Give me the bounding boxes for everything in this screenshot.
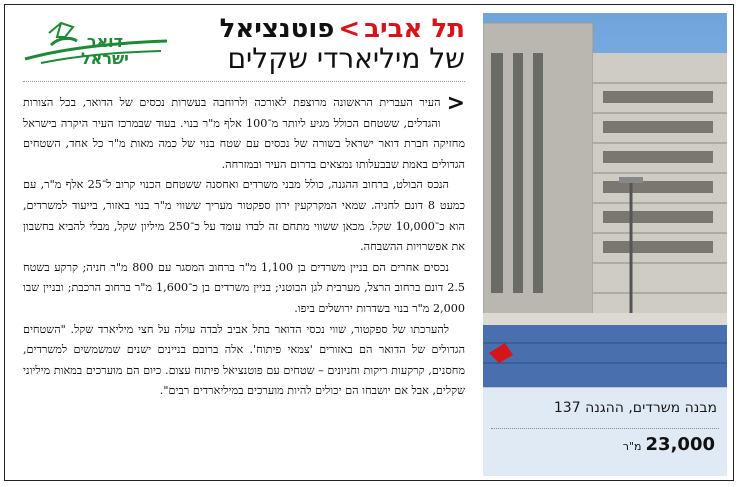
article-body [23,93,465,402]
article-frame [4,4,734,481]
building-photo [483,13,727,387]
caption-divider [491,428,719,430]
area-unit: מ"ר [622,440,642,453]
paragraph-1: < העיר העברית הראשונה מרוצפת לאורכה ולרוחבה בעשרות נכסים של הדואר, בכל הצורות והגדלים, ששטחם הכולל מגיע ליותר מ־100 אלף מ"ר בנוי. בעוד שבמרכז העיר היקרה בישראל מחזיקה חברת דואר ישראל בשורה של נכסים עם שטח בנוי של כמה מאות מ"ר כל אחד, השטחים הגדולים באמת שבבעלותו נמצאים בדרום העיר ובמזרחה. [23,91,465,171]
headline-rest: פוטנציאל [219,14,335,44]
headline-city: תל אביב [364,14,465,44]
headline-line-2: של מיליארדי שקלים [227,41,465,75]
headline [220,15,465,74]
paragraph-2: הנכס הבולט, ברחוב ההגנה, כולל מבני משרדים ואחסנה ששטחם הכנוי קרוב ל־25 אלף מ"ר, עם כמעט 8 דונם לחניה. שמאי המקרקעין ירון ספקטור מעריך ששווי מ"ר בנוי באזור, בייעוד למשרדים, הוא כ־10,000 שקל. מכאן ששווי מתחם זה לבדו עומד על כ־250 מיליון שקל, מבלי להביא בחשבון את אפשרויות ההשבחה. [23,178,466,254]
photo-caption-box [483,387,727,476]
headline-arrow: > [338,14,361,44]
paragraph-3: נכסים אחרים הם בניין משרדים בן 1,100 מ"ר ברחוב המסגר עם 800 מ"ר חניה; קרקע בשטח 2.5 דונם ברחוב הרצל, מערבית לגן הבוטני; בניין משרדים בן כ־1,600 מ"ר ברחוב הרכבת; ובניין שבו 2,000 מ"ר בנוי בשדרות ירושלים ביפו. [23,260,466,315]
area-stat [623,434,715,455]
office-building-image [483,13,727,387]
headline-line-1 [220,15,465,44]
photo-caption: מבנה משרדים, ההגנה 137 [553,400,717,416]
logo-line-1: דואר [86,32,123,51]
israel-post-logo [21,19,171,75]
logo-line-2: ישראל [81,49,129,68]
logo-text [81,33,129,67]
paragraph-4: להערכתו של ספקטור, שווי נכסי הדואר בתל אביב לבדה עולה על חצי מיליארד שקל. "השטחים הגדולים של הדואר הם באזורים 'צמאי פיתוח'. אלה ברובם בניינים ישנים שמשמשים למשרדים, מחסנים, קרקעות ריקות וחניונים – שטחים עם פוטנציאל פיתוח עצום. כיום הם מוערכים במאות מיליוני שקלים, אבל אם יושבחו הם יכולים להיות מוערכים במיליארדים רבים". [23,322,465,398]
bullet-arrow-icon: < [446,91,465,116]
area-value: 23,000 [645,434,715,455]
header-divider [23,81,465,82]
